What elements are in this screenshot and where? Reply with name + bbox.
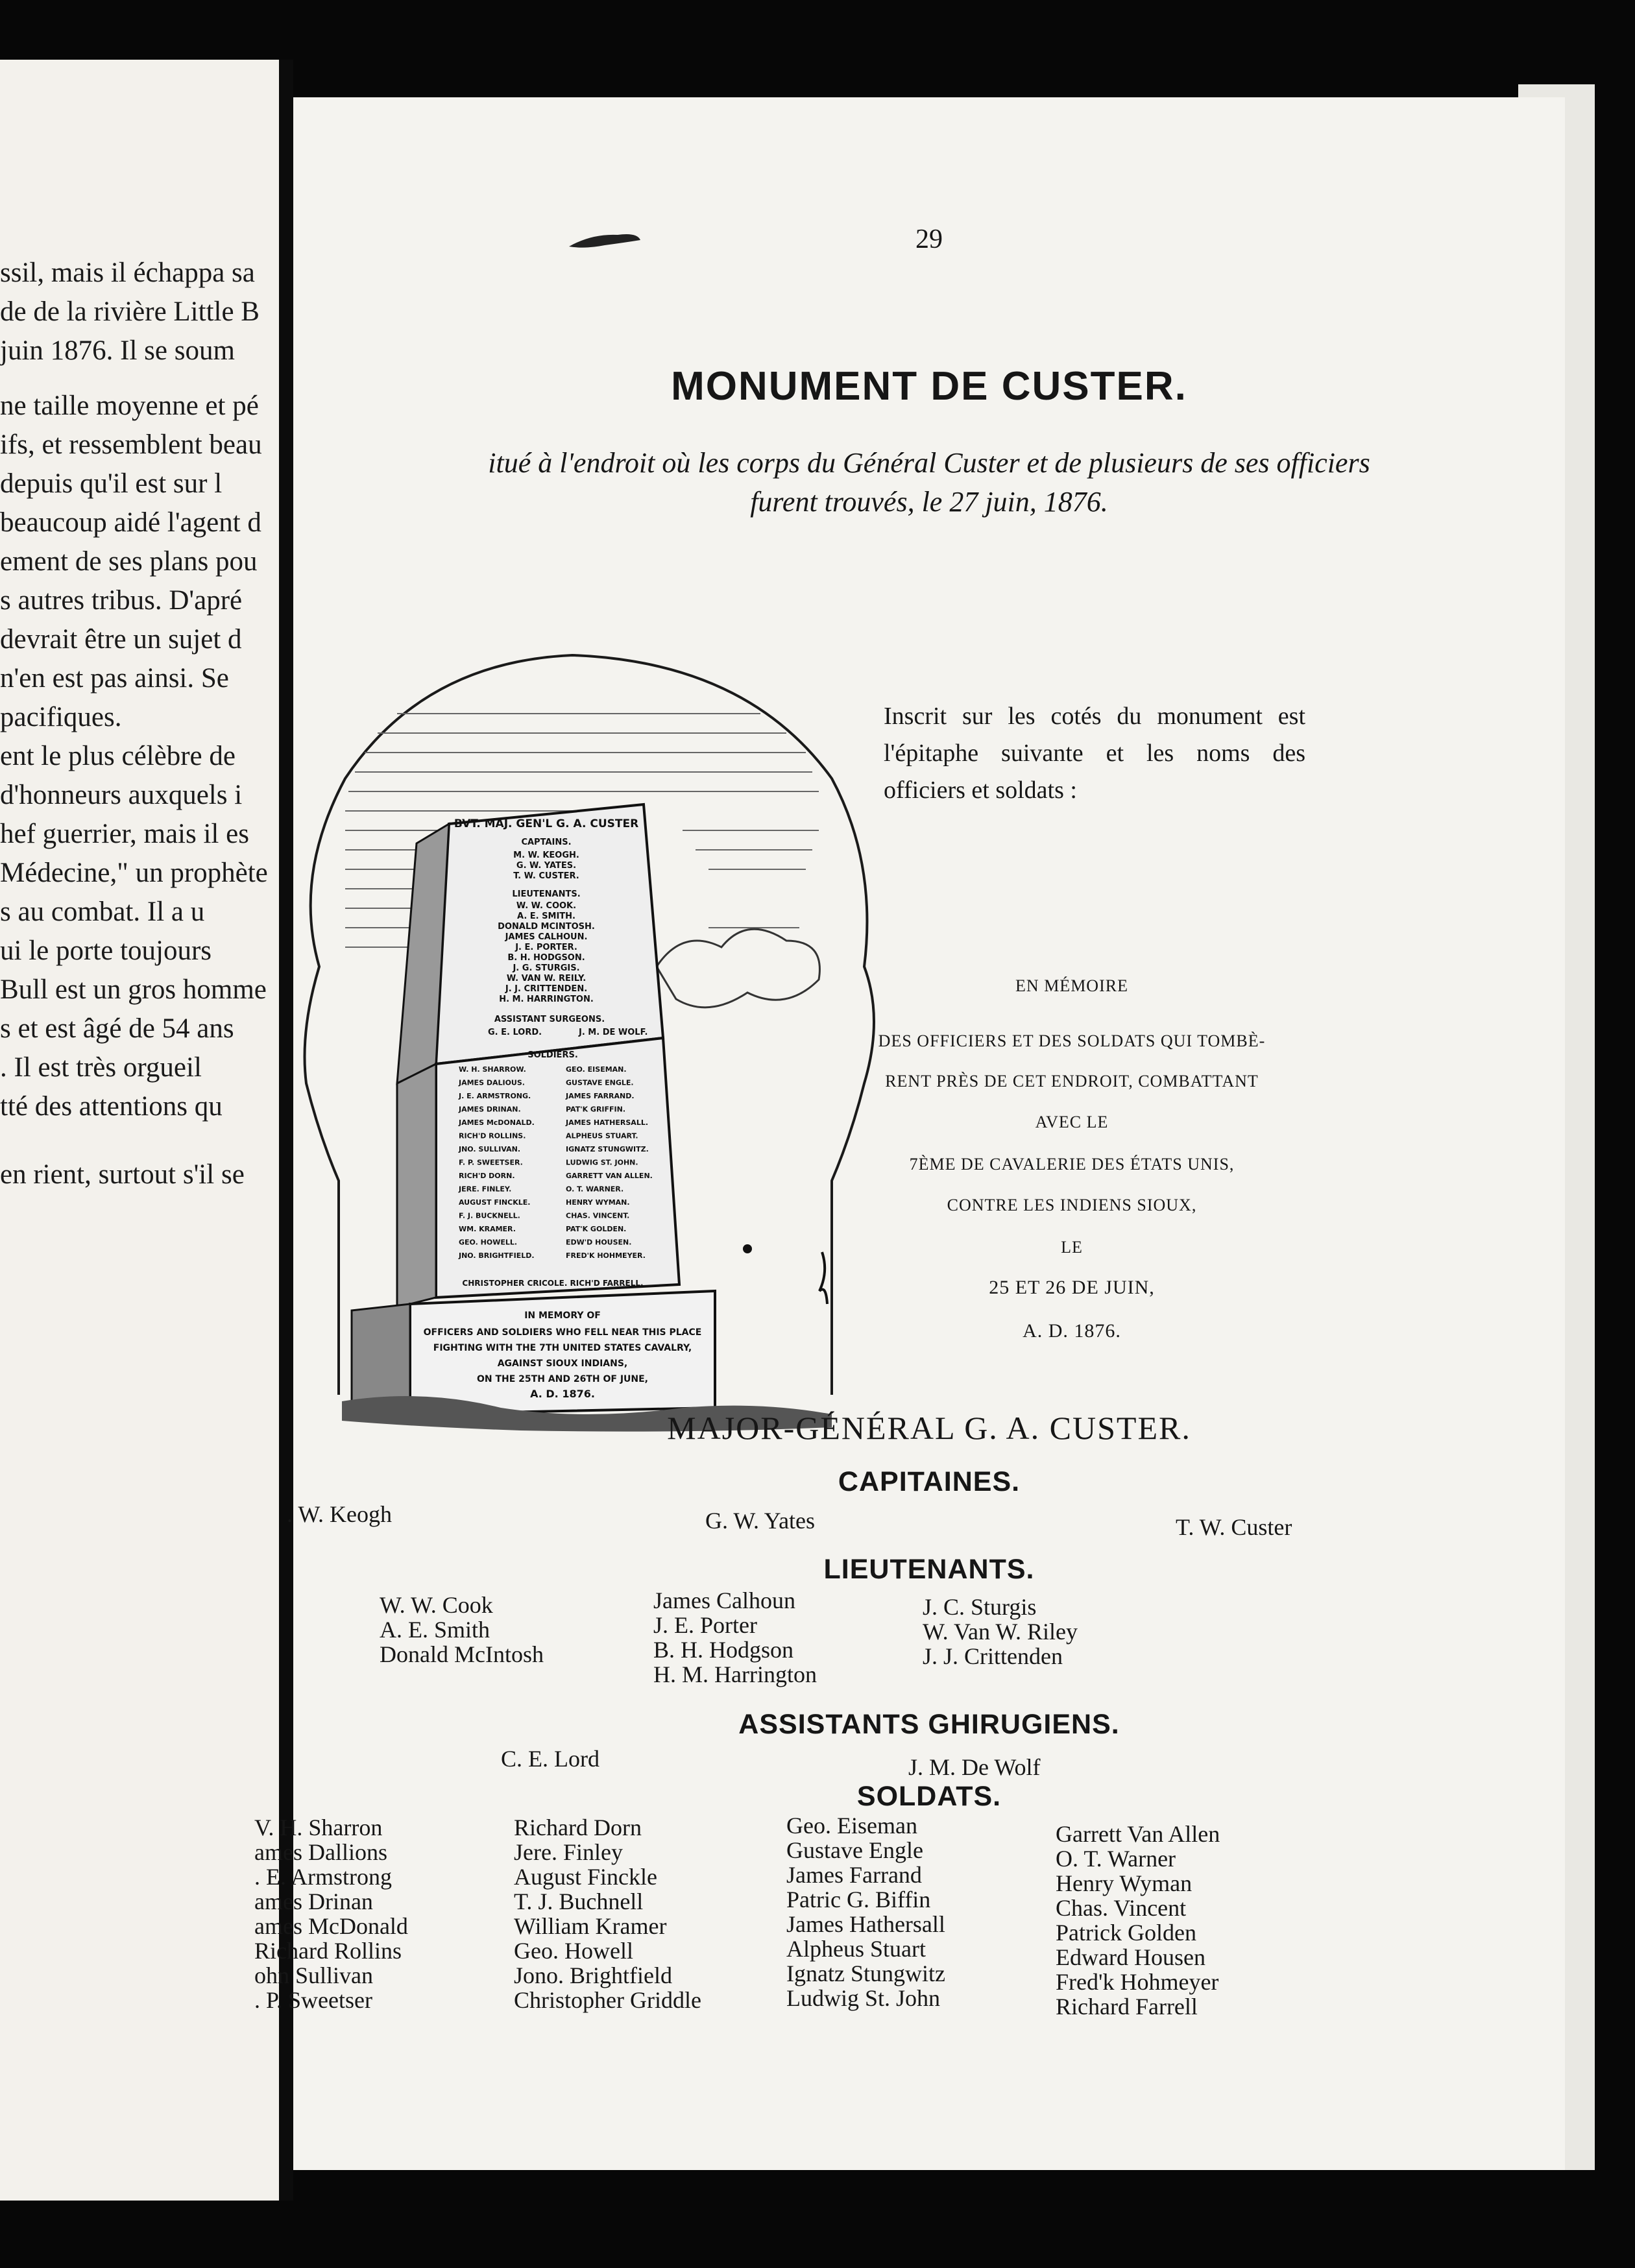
base-line: OFFICERS AND SOLDIERS WHO FELL NEAR THIS PLACE <box>423 1327 702 1338</box>
inscription-label: ASSISTANT SURGEONS. <box>494 1015 605 1024</box>
cloud <box>657 929 819 1007</box>
lieutenant-name: James Calhoun <box>653 1587 795 1613</box>
base-line: FIGHTING WITH THE 7TH UNITED STATES CAVALRY, <box>433 1343 692 1353</box>
soldier-name: Gustave Engle <box>786 1837 923 1863</box>
inscription-name: J. M. DE WOLF. <box>579 1028 648 1037</box>
soldier-name: T. J. Buchnell <box>514 1888 644 1914</box>
inscription-soldier-name: F. P. SWEETSER. <box>459 1158 523 1167</box>
inscription-soldier-name: AUGUST FINCKLE. <box>459 1198 531 1207</box>
soldier-name: Jono. Brightfield <box>514 1962 672 1988</box>
inscription-header: BVT. MAJ. GEN'L G. A. CUSTER <box>454 817 639 830</box>
soldier-name: Chas. Vincent <box>1056 1895 1187 1921</box>
inscription-soldier-name: CHAS. VINCENT. <box>566 1211 630 1220</box>
inscription-soldier-name: PAT'K GOLDEN. <box>566 1225 627 1233</box>
inscription-soldier-name: RICH'D ROLLINS. <box>459 1131 526 1140</box>
inscription-soldier-name: FRED'K HOHMEYER. <box>566 1251 646 1260</box>
dot-mark <box>743 1244 752 1253</box>
soldier-name: Garrett Van Allen <box>1056 1821 1220 1847</box>
page-title: MONUMENT DE CUSTER. <box>671 364 1187 409</box>
left-text-line: ifs, et ressemblent beau <box>0 429 262 460</box>
soldier-name: ames McDonald <box>254 1913 408 1939</box>
surgeon-name: J. M. De Wolf <box>908 1754 1041 1780</box>
lieutenants-column-1 <box>380 1593 544 1667</box>
lieutenant-name: J. C. Sturgis <box>923 1594 1037 1620</box>
soldier-name: Patrick Golden <box>1056 1920 1196 1946</box>
inscription-soldier-name: IGNATZ STUNGWITZ. <box>566 1145 649 1153</box>
monument-lower-side <box>397 1064 436 1307</box>
inscription-footer <box>462 1279 643 1288</box>
left-text-line: ne taille moyenne et pé <box>0 391 259 421</box>
page-number: 29 <box>915 224 943 254</box>
lieutenant-name: A. E. Smith <box>380 1617 490 1643</box>
inscription-soldier-name: JAMES DALIOUS. <box>459 1078 525 1087</box>
subtitle-line: itué à l'endroit où les corps du Général Custer et de plusieurs de ses officiers <box>488 447 1370 479</box>
left-text-line: d'honneurs auxquels i <box>0 780 243 810</box>
inscription-label: CAPTAINS. <box>521 838 572 847</box>
soldier-name: V. H. Sharron <box>254 1815 383 1840</box>
soldier-name: ohn Sullivan <box>254 1962 374 1988</box>
epitaph-line: 7ÈME DE CAVALERIE DES ÉTATS UNIS, <box>909 1155 1235 1174</box>
lieutenants-column-2 <box>653 1588 817 1687</box>
inscription-soldier-name: JAMES McDONALD. <box>459 1118 535 1127</box>
inscription-label: LIEUTENANTS. <box>512 889 581 899</box>
chirurgiens-heading: ASSISTANTS GHIRUGIENS. <box>738 1709 1120 1740</box>
left-text-line: . Il est très orgueil <box>0 1052 202 1083</box>
base-line: IN MEMORY OF <box>524 1310 601 1321</box>
inscription-label: SOLDIERS. <box>527 1050 578 1060</box>
epitaph-line: AVEC LE <box>1035 1113 1109 1131</box>
soldier-name: Alpheus Stuart <box>786 1936 926 1962</box>
inscription-soldier-name: JAMES FARRAND. <box>566 1092 635 1100</box>
soldats-column-2 <box>514 1815 701 2012</box>
epitaph-line: EN MÉMOIRE <box>1015 976 1128 995</box>
inscription-soldier-name: WM. KRAMER. <box>459 1225 516 1233</box>
soldier-name: Ignatz Stungwitz <box>786 1960 945 1986</box>
soldier-name: James Hathersall <box>786 1911 945 1937</box>
soldier-name: Richard Farrell <box>1056 1994 1198 2020</box>
inscription-soldier-name: GARRETT VAN ALLEN. <box>566 1172 653 1180</box>
intro-paragraph: Inscrit sur les cotés du monument est l'épitaphe suivante et les noms des officiers et soldats : <box>884 703 1305 804</box>
soldier-name: Geo. Eiseman <box>786 1813 917 1839</box>
epitaph-line: DES OFFICIERS ET DES SOLDATS QUI TOMBÈ- <box>878 1031 1266 1050</box>
inscription-name: J. G. STURGIS. <box>513 963 580 973</box>
left-text-line: s autres tribus. D'apré <box>0 585 243 616</box>
soldier-name: Richard Rollins <box>254 1938 402 1964</box>
left-text-line: ement de ses plans pou <box>0 546 258 577</box>
lieutenant-name: W. W. Cook <box>380 1592 493 1618</box>
lieutenants-column-3 <box>923 1595 1078 1669</box>
inscription-name: M. W. KEOGH. <box>513 850 579 860</box>
soldier-name: Christopher Griddle <box>514 1987 701 2013</box>
left-text-line: juin 1876. Il se soum <box>0 335 235 366</box>
soldier-name: William Kramer <box>514 1913 667 1939</box>
soldats-column-1 <box>254 1815 408 2012</box>
epitaph-line: RENT PRÈS DE CET ENDROIT, COMBATTANT <box>885 1072 1259 1091</box>
inscription-soldier-name: GEO. HOWELL. <box>459 1238 518 1247</box>
lieutenant-name: J. E. Porter <box>653 1612 757 1638</box>
inscription-name: A. E. SMITH. <box>517 911 575 921</box>
epitaph-line: LE <box>1061 1238 1083 1257</box>
left-page-fragment <box>0 60 279 2201</box>
inscription-soldier-name: J. E. ARMSTRONG. <box>459 1092 531 1100</box>
soldier-name: Patric G. Biffin <box>786 1887 931 1912</box>
left-text-line: devrait être un sujet d <box>0 624 242 655</box>
soldier-name: Fred'k Hohmeyer <box>1056 1969 1219 1995</box>
inscription-name: J. E. PORTER. <box>515 943 577 952</box>
inscription-soldier-name: EDW'D HOUSEN. <box>566 1238 632 1247</box>
soldier-name: O. T. Warner <box>1056 1846 1176 1872</box>
inscription-soldier-name: JNO. BRIGHTFIELD. <box>459 1251 535 1260</box>
inscription-name: T. W. CUSTER. <box>513 871 579 881</box>
inscription-name: JAMES CALHOUN. <box>505 932 588 942</box>
inscription-soldier-name: JAMES DRINAN. <box>459 1105 521 1114</box>
inscription-soldier-name: JERE. FINLEY. <box>459 1185 512 1194</box>
base-line: ON THE 25TH AND 26TH OF JUNE, <box>476 1374 649 1384</box>
soldier-name: ames Dallions <box>254 1839 387 1865</box>
inscription-name: J. J. CRITTENDEN. <box>505 984 588 994</box>
soldats-column-3 <box>786 1813 945 2010</box>
inscription-soldier-name: GEO. EISEMAN. <box>566 1065 627 1074</box>
left-text-line: ui le porte toujours <box>0 935 212 966</box>
soldier-name: Richard Dorn <box>514 1815 642 1840</box>
soldats-heading: SOLDATS. <box>856 1781 1002 1812</box>
surgeon-name: C. E. Lord <box>501 1746 600 1772</box>
base-line: AGAINST SIOUX INDIANS, <box>497 1358 628 1369</box>
inscription-name: CHRISTOPHER CRICOLE. RICH'D FARRELL. <box>462 1279 644 1288</box>
base-line: A. D. 1876. <box>530 1388 595 1400</box>
captain-name: G. W. Yates <box>705 1508 816 1534</box>
epitaph-line: 25 ET 26 DE JUIN, <box>989 1277 1155 1298</box>
soldier-name: Ludwig St. John <box>786 1985 941 2011</box>
lieutenant-name: H. M. Harrington <box>653 1661 817 1687</box>
left-text-line: depuis qu'il est sur l <box>0 468 223 499</box>
left-text-line: ssil, mais il échappa sa <box>0 258 255 288</box>
left-text-line: ent le plus célèbre de <box>0 741 236 771</box>
lieutenant-name: Donald McIntosh <box>380 1641 544 1667</box>
inscription-name: G. W. YATES. <box>516 861 577 871</box>
inscription-soldier-name: PAT'K GRIFFIN. <box>566 1105 626 1114</box>
inscription-name: W. VAN W. REILY. <box>506 974 587 983</box>
soldier-name: Jere. Finley <box>514 1839 623 1865</box>
soldier-name: . E. Armstrong <box>254 1864 392 1890</box>
inscription-name: B. H. HODGSON. <box>507 953 585 963</box>
subtitle-line: furent trouvés, le 27 juin, 1876. <box>750 486 1108 518</box>
soldier-name: August Finckle <box>514 1864 657 1890</box>
soldier-name: ames Drinan <box>254 1888 373 1914</box>
left-text-line: s au combat. Il a u <box>0 897 205 927</box>
left-text-line: n'en est pas ainsi. Se <box>0 663 229 694</box>
captain-name: T. W. Custer <box>1176 1514 1292 1540</box>
left-text-line: hef guerrier, mais il es <box>0 819 249 849</box>
left-text-line: en rient, surtout s'il se <box>0 1159 245 1190</box>
soldier-name: . P. Sweetser <box>254 1987 372 2013</box>
inscription-soldier-name: GUSTAVE ENGLE. <box>566 1078 634 1087</box>
soldier-name: James Farrand <box>786 1862 922 1888</box>
left-text-line: pacifiques. <box>0 702 122 732</box>
capitaines-heading: CAPITAINES. <box>838 1466 1021 1497</box>
inscription-soldier-name: O. T. WARNER. <box>566 1185 624 1194</box>
left-text-line: tté des attentions qu <box>0 1091 223 1122</box>
lieutenant-name: J. J. Crittenden <box>923 1643 1063 1669</box>
major-general-heading: MAJOR-GÉNÉRAL G. A. CUSTER. <box>667 1410 1191 1446</box>
lieutenant-name: W. Van W. Riley <box>923 1619 1078 1645</box>
epitaph-line: A. D. 1876. <box>1023 1320 1121 1342</box>
left-text-line: beaucoup aidé l'agent d <box>0 507 261 538</box>
soldier-name: Geo. Howell <box>514 1938 633 1964</box>
inscription-soldier-name: W. H. SHARROW. <box>459 1065 526 1074</box>
inscription-soldier-name: RICH'D DORN. <box>459 1172 515 1180</box>
inscription-name: G. E. LORD. <box>488 1028 542 1037</box>
inscription-soldier-name: HENRY WYMAN. <box>566 1198 630 1207</box>
inscription-name: W. W. COOK. <box>516 901 577 911</box>
left-text-line: s et est âgé de 54 ans <box>0 1013 234 1044</box>
inscription-soldier-name: JNO. SULLIVAN. <box>459 1145 521 1153</box>
lieutenant-name: B. H. Hodgson <box>653 1637 794 1663</box>
left-text-line: Bull est un gros homme <box>0 974 267 1005</box>
soldats-column-4 <box>1056 1822 1220 2019</box>
epitaph-line: CONTRE LES INDIENS SIOUX, <box>947 1196 1197 1214</box>
inscription-soldier-name: ALPHEUS STUART. <box>566 1131 638 1140</box>
inscription-name: DONALD MCINTOSH. <box>498 922 595 932</box>
lieutenants-heading: LIEUTENANTS. <box>823 1554 1035 1585</box>
captain-name: . W. Keogh <box>287 1501 392 1527</box>
right-page <box>254 97 1565 2170</box>
inscription-soldier-name: F. J. BUCKNELL. <box>459 1211 520 1220</box>
left-text-line: de de la rivière Little B <box>0 296 260 327</box>
soldier-name: Henry Wyman <box>1056 1870 1193 1896</box>
inscription-soldier-name: JAMES HATHERSALL. <box>566 1118 649 1127</box>
left-text-line: Médecine," un prophète <box>0 858 268 888</box>
soldier-name: Edward Housen <box>1056 1944 1205 1970</box>
inscription-soldier-name: LUDWIG ST. JOHN. <box>566 1158 638 1167</box>
inscription-name: H. M. HARRINGTON. <box>499 995 594 1004</box>
